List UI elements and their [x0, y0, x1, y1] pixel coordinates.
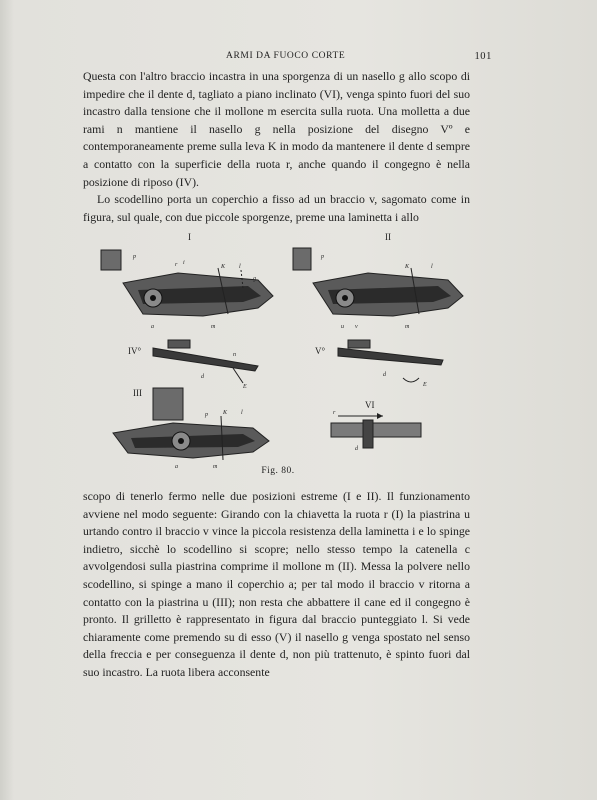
part-letter: d [201, 374, 204, 380]
part-letter: p [205, 412, 208, 418]
running-header [0, 51, 597, 65]
figure-80 [83, 228, 473, 478]
diagram-panel-III [113, 388, 269, 470]
part-letter: m [211, 324, 216, 330]
part-letter: u [341, 324, 344, 330]
wheellock-mechanism-illustration [83, 228, 473, 478]
diagram-panel-V [315, 340, 443, 388]
panel-label-I: I [188, 232, 191, 242]
part-letter: n [233, 352, 236, 358]
body-text-bottom [83, 488, 470, 682]
panel-label-VI: VI [365, 400, 375, 410]
part-letter: l [241, 410, 243, 416]
part-letter: i [183, 260, 185, 266]
panel-label-V: V° [315, 346, 326, 356]
part-letter: a [151, 324, 154, 330]
part-letter: K [223, 410, 228, 416]
part-letter: l [431, 264, 433, 270]
diagram-panel-II [293, 232, 463, 330]
part-letter: E [423, 382, 427, 388]
part-letter: l [239, 264, 241, 270]
part-letter: v [355, 324, 358, 330]
body-text-top [83, 68, 470, 226]
part-letter: r [175, 262, 178, 268]
paragraph: Lo scodellino porta un coperchio a fisso ad un braccio v, sagomato come in figura, sul quale, con due piccole sporgenze, preme una laminetta i allo [83, 192, 470, 224]
panel-label-II: II [385, 232, 391, 242]
part-letter: K [221, 264, 226, 270]
part-letter: m [405, 324, 410, 330]
panel-label-III: III [133, 388, 142, 398]
part-letter: p [133, 254, 136, 260]
part-letter: g [253, 276, 256, 282]
panel-label-IV: IV° [128, 346, 142, 356]
part-letter: K [405, 264, 410, 270]
page-number: 101 [474, 51, 492, 62]
part-letter: d [383, 372, 386, 378]
part-letter: E [243, 384, 247, 390]
figure-caption: Fig. 80. [261, 466, 295, 476]
paragraph: scopo di tenerlo fermo nelle due posizioni estreme (I e II). Il funzionamento avviene nel modo seguente: Girando con la chiavetta la ruota r (I) la piastrina u urtando contro il braccio v vince la piccola resistenza della laminetta i e lo spinge indietro, sicchè lo scodellino si scopre; nello stesso tempo la catenella c avvolgendosi sulla piastrina comprime il mollone m (II). Messa la polvere nello scodellino, si spinge a mano il coperchio a; per tal modo il braccio v ritorna a contatto con la piastrina u (III); non resta che abbattere il cane ed il congegno è pronto. Il grilletto è rappresentato in figura dal braccio punteggiato l. Si vede chiaramente come premendo su di esso (V) il nasello g venga spostato nel senso della freccia e per conseguenza il dente d, non più trattenuto, è spinto fuori dal suo incastro. La ruota libera acconsente [83, 489, 470, 679]
part-letter: a [175, 464, 178, 470]
part-letter: m [213, 464, 218, 470]
diagram-panel-I [101, 232, 273, 330]
diagram-panel-IV [128, 340, 258, 390]
part-letter: p [321, 254, 324, 260]
part-letter: r [333, 410, 336, 416]
paragraph: Questa con l'altro braccio incastra in una sporgenza di un nasello g allo scopo di impedire che il dente d, tagliato a piano inclinato (VI), venga spinto fuori del suo incastro dalla tensione che il mollone m esercita sulla ruota. Una molletta a due rami n mantiene il nasello g nella posizione del disegno Vº e contemporaneamente preme sulla leva K in modo da mantenere il dente d sempre a contatto con la superficie della ruota r, anche quando il congegno è nella posizione di riposo (IV). [83, 69, 470, 189]
running-title: ARMI DA FUOCO CORTE [226, 51, 346, 61]
diagram-panel-VI [331, 400, 421, 452]
part-letter: d [355, 446, 358, 452]
